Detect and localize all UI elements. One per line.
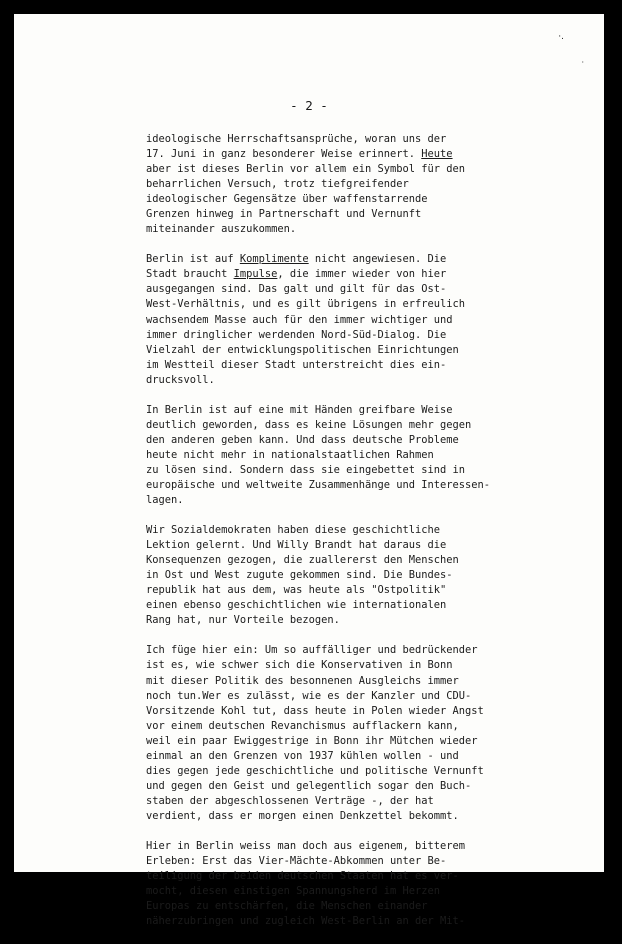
text-line: noch tun.Wer es zulässt, wie es der Kanzler und CDU- xyxy=(146,689,472,702)
text-line: drucksvoll. xyxy=(146,373,215,386)
text-line: deutlich geworden, dass es keine Lösungen mehr gegen xyxy=(146,418,472,431)
text-line: republik hat aus dem, was heute als "Ostpolitik" xyxy=(146,584,447,597)
text-line: mit dieser Politik des besonnenen Ausgleichs immer xyxy=(146,674,459,687)
text-line: näherzubringen und zugleich West-Berlin an der Mit- xyxy=(146,915,466,928)
text-line: teiligung der beiden deutschen Staaten hat es ver- xyxy=(146,870,459,883)
text-line: Stadt braucht Impulse, die immer wieder von hier xyxy=(146,268,447,281)
text-line: Erleben: Erst das Vier-Mächte-Abkommen unter Be- xyxy=(146,855,447,868)
text-line: 17. Juni in ganz besonderer Weise erinnert. Heute xyxy=(146,148,453,161)
underlined-word: Impulse xyxy=(233,268,278,281)
underlined-word: Heute xyxy=(421,148,453,161)
body-text xyxy=(146,132,566,944)
text-line: Europas zu entschärfen, die Menschen einander xyxy=(146,900,428,913)
text-line: Ich füge hier ein: Um so auffälliger und bedrückender xyxy=(146,644,478,657)
text-line: Grenzen hinweg in Partnerschaft und Vernunft xyxy=(146,208,422,221)
text-line: einen ebenso geschichtlichen wie internationalen xyxy=(146,599,447,612)
text-line: ist es, wie schwer sich die Konservativen in Bonn xyxy=(146,659,453,672)
text-line: zu lösen sind. Sondern dass sie eingebettet sind in xyxy=(146,463,466,476)
text-line: weil ein paar Ewiggestrige in Bonn ihr Mütchen wieder xyxy=(146,734,478,747)
paragraph xyxy=(146,643,566,824)
text-line: den anderen geben kann. Und dass deutsche Probleme xyxy=(146,433,459,446)
text-line: vor einem deutschen Revanchismus aufflackern kann, xyxy=(146,719,459,732)
text-line: in Ost und West zugute gekommen sind. Die Bundes- xyxy=(146,569,453,582)
text-line: lagen. xyxy=(146,494,184,507)
text-line: miteinander auszukommen. xyxy=(146,223,297,236)
document-page xyxy=(14,14,604,928)
text-line: Berlin ist auf Komplimente nicht angewiesen. Die xyxy=(146,253,447,266)
text-line: staben der abgeschlossenen Verträge -, der hat xyxy=(146,794,434,807)
text-line: Wir Sozialdemokraten haben diese geschichtliche xyxy=(146,524,441,537)
text-line: im Westteil dieser Stadt unterstreicht dies ein- xyxy=(146,358,447,371)
paragraph xyxy=(146,252,566,387)
text-line: Hier in Berlin weiss man doch aus eigenem, bitterem xyxy=(146,839,466,852)
text-line: In Berlin ist auf eine mit Händen greifbare Weise xyxy=(146,403,453,416)
page-number: - 2 - xyxy=(290,98,328,113)
text-line: ideologische Herrschaftsansprüche, woran uns der xyxy=(146,133,447,145)
text-line: ausgegangen sind. Das galt und gilt für das Ost- xyxy=(146,283,447,296)
text-line: immer dringlicher werdenden Nord-Süd-Dialog. Die xyxy=(146,328,447,341)
text-line: West-Verhältnis, und es gilt übrigens in erfreulich xyxy=(146,298,466,311)
text-line: wachsendem Masse auch für den immer wichtiger und xyxy=(146,313,453,326)
paragraph xyxy=(146,523,566,628)
text-line: dies gegen jede geschichtliche und politische Vernunft xyxy=(146,764,484,777)
margin-mark: · xyxy=(581,58,584,67)
text-line: europäische und weltweite Zusammenhänge und Interessen- xyxy=(146,478,491,491)
text-line: Rang hat, nur Vorteile bezogen. xyxy=(146,614,340,627)
paragraph xyxy=(146,132,566,237)
text-line: Lektion gelernt. Und Willy Brandt hat daraus die xyxy=(146,539,447,552)
text-line: heute nicht mehr in nationalstaatlichen Rahmen xyxy=(146,448,434,461)
text-line: einmal an den Grenzen von 1937 kühlen wollen - und xyxy=(146,749,459,762)
paragraph xyxy=(146,403,566,508)
paragraph xyxy=(146,839,566,929)
text-line: und gegen den Geist und gelegentlich sogar den Buch- xyxy=(146,779,472,792)
margin-mark: ·. xyxy=(558,32,564,42)
text-line: aber ist dieses Berlin vor allem ein Symbol für den xyxy=(146,163,466,176)
text-line: verdient, dass er morgen einen Denkzettel bekommt. xyxy=(146,809,459,822)
underlined-word: Komplimente xyxy=(239,253,309,266)
text-line: mocht, diesen einstigen Spannungsherd im Herzen xyxy=(146,885,441,898)
text-line: Konsequenzen gezogen, die zuallererst den Menschen xyxy=(146,554,459,567)
text-line: beharrlichen Versuch, trotz tiefgreifender xyxy=(146,178,409,191)
text-line: ideologischer Gegensätze über waffenstarrende xyxy=(146,193,428,206)
text-line: Vielzahl der entwicklungspolitischen Einrichtungen xyxy=(146,343,459,356)
text-line: Vorsitzende Kohl tut, dass heute in Polen wieder Angst xyxy=(146,704,484,717)
